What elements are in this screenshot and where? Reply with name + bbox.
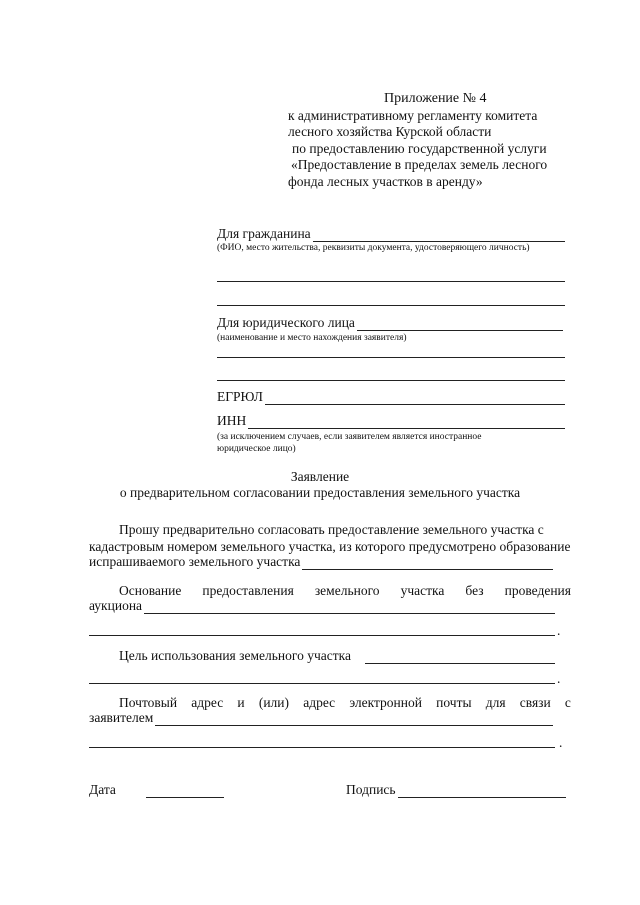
contact-word: для [485, 695, 506, 710]
egrul-line[interactable] [265, 393, 565, 405]
signature-line[interactable] [398, 786, 566, 798]
purpose-extra-line[interactable] [89, 683, 555, 684]
basis-field[interactable] [89, 598, 555, 614]
citizen-label: Для гражданина [217, 226, 311, 241]
date-field[interactable] [89, 782, 224, 798]
contact-word: адрес [303, 695, 336, 710]
basis-word: предоставления [202, 583, 294, 598]
basis-extra-line[interactable] [89, 635, 555, 636]
contact-field[interactable] [89, 710, 553, 726]
cadastral-line[interactable] [302, 558, 553, 570]
applicant-label: заявителем [89, 710, 154, 725]
contact-word: адрес [191, 695, 224, 710]
signature-label: Подпись [346, 782, 396, 797]
basis-word: проведения [504, 583, 571, 598]
purpose-label: Цель использования земельного участка [119, 648, 351, 663]
annex-line-2: лесного хозяйства Курской области [288, 124, 492, 139]
purpose-field[interactable] [119, 648, 555, 664]
contact-word: Почтовый [119, 695, 178, 710]
annex-line-1: к административному регламенту комитета [288, 107, 538, 123]
contact-word: и [237, 695, 245, 710]
contact-period: . [559, 735, 563, 750]
inn-line[interactable] [248, 417, 565, 429]
contact-word: почты [436, 695, 472, 710]
legal-entity-extra-line-1[interactable] [217, 357, 565, 358]
legal-entity-extra-line-2[interactable] [217, 380, 565, 381]
request-line-1: Прошу предварительно согласовать предоставление земельного участка с [119, 522, 544, 537]
egrul-label: ЕГРЮЛ [217, 389, 263, 404]
contact-extra-line[interactable] [89, 747, 555, 748]
inn-label: ИНН [217, 413, 247, 428]
purpose-line[interactable] [365, 652, 555, 664]
request-line-2: кадастровым номером земельного участка, из которого предусмотрено образование [89, 539, 571, 554]
legal-entity-line[interactable] [357, 319, 563, 331]
purpose-period: . [557, 671, 561, 686]
contact-line[interactable] [155, 714, 553, 726]
contact-word: связи [519, 695, 551, 710]
contact-word: электронной [349, 695, 422, 710]
citizen-extra-line-1[interactable] [217, 281, 565, 282]
auction-label: аукциона [89, 598, 143, 613]
signature-field[interactable] [346, 782, 566, 798]
cadastral-label: испрашиваемого земельного участка [89, 554, 301, 569]
legal-entity-label: Для юридического лица [217, 315, 355, 330]
basis-word: Основание [119, 583, 182, 598]
basis-word: земельного [314, 583, 380, 598]
egrul-field[interactable] [217, 389, 565, 405]
contact-word: (или) [258, 695, 290, 710]
basis-word: без [465, 583, 484, 598]
date-line[interactable] [146, 786, 224, 798]
contact-word: с [564, 695, 571, 710]
annex-line-4: «Предоставление в пределах земель лесного [291, 157, 548, 172]
citizen-line[interactable] [313, 230, 565, 242]
basis-line-1 [119, 582, 571, 599]
annex-line-3: по предоставлению государственной услуги [292, 140, 547, 156]
basis-period: . [557, 623, 561, 638]
citizen-extra-line-2[interactable] [217, 305, 565, 306]
date-label: Дата [89, 782, 116, 797]
inn-hint: (за исключением случаев, если заявителем является иностранное юридическое лицо) [217, 432, 482, 454]
statement-subtitle: о предварительном согласовании предоставления земельного участка [119, 485, 521, 500]
statement-title: Заявление [290, 469, 350, 484]
annex-header [288, 91, 588, 190]
basis-line[interactable] [144, 602, 555, 614]
legal-entity-field[interactable] [217, 315, 563, 331]
basis-word: участка [400, 583, 445, 598]
annex-title: Приложение № 4 [384, 91, 487, 106]
cadastral-field[interactable] [89, 554, 553, 570]
citizen-field[interactable] [217, 226, 565, 242]
legal-entity-hint: (наименование и место нахождения заявителя) [217, 333, 407, 343]
annex-line-5: фонда лесных участков в аренду» [288, 173, 483, 189]
contact-line-1 [119, 694, 571, 711]
inn-field[interactable] [217, 413, 565, 429]
citizen-hint: (ФИО, место жительства, реквизиты документа, удостоверяющего личность) [217, 243, 530, 253]
